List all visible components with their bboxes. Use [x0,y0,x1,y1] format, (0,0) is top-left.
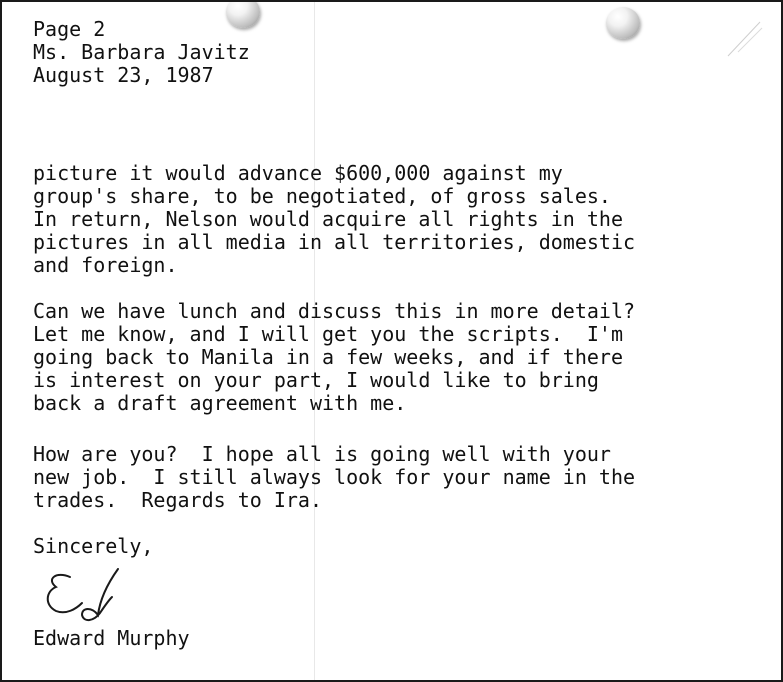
recipient-name: Ms. Barbara Javitz [33,40,250,64]
body-paragraph-3: How are you? I hope all is going well with your new job. I still always look for your name in the trades. Regards to Ira. [33,442,636,512]
paper-scratch-mark [724,20,764,60]
handwritten-signature [42,565,132,625]
letter-header [33,18,250,87]
page-number: Page 2 [33,17,106,41]
signer-name: Edward Murphy [33,626,190,650]
punch-hole [606,7,640,39]
letter-date: August 23, 1987 [33,63,214,87]
body-paragraph-1: picture it would advance $600,000 against my group's share, to be negotiated, of gross sales. In return, Nelson would acquire all rights in the pictures in all media in all territories, domestic and foreign. [33,161,636,277]
closing-salutation: Sincerely, [33,534,154,558]
body-paragraph-2: Can we have lunch and discuss this in more detail? Let me know, and I will get you the scripts. I'm going back to Manila in a few weeks, and if there is interest on your part, I would like to bring back a draft agreement with me. [33,299,636,415]
